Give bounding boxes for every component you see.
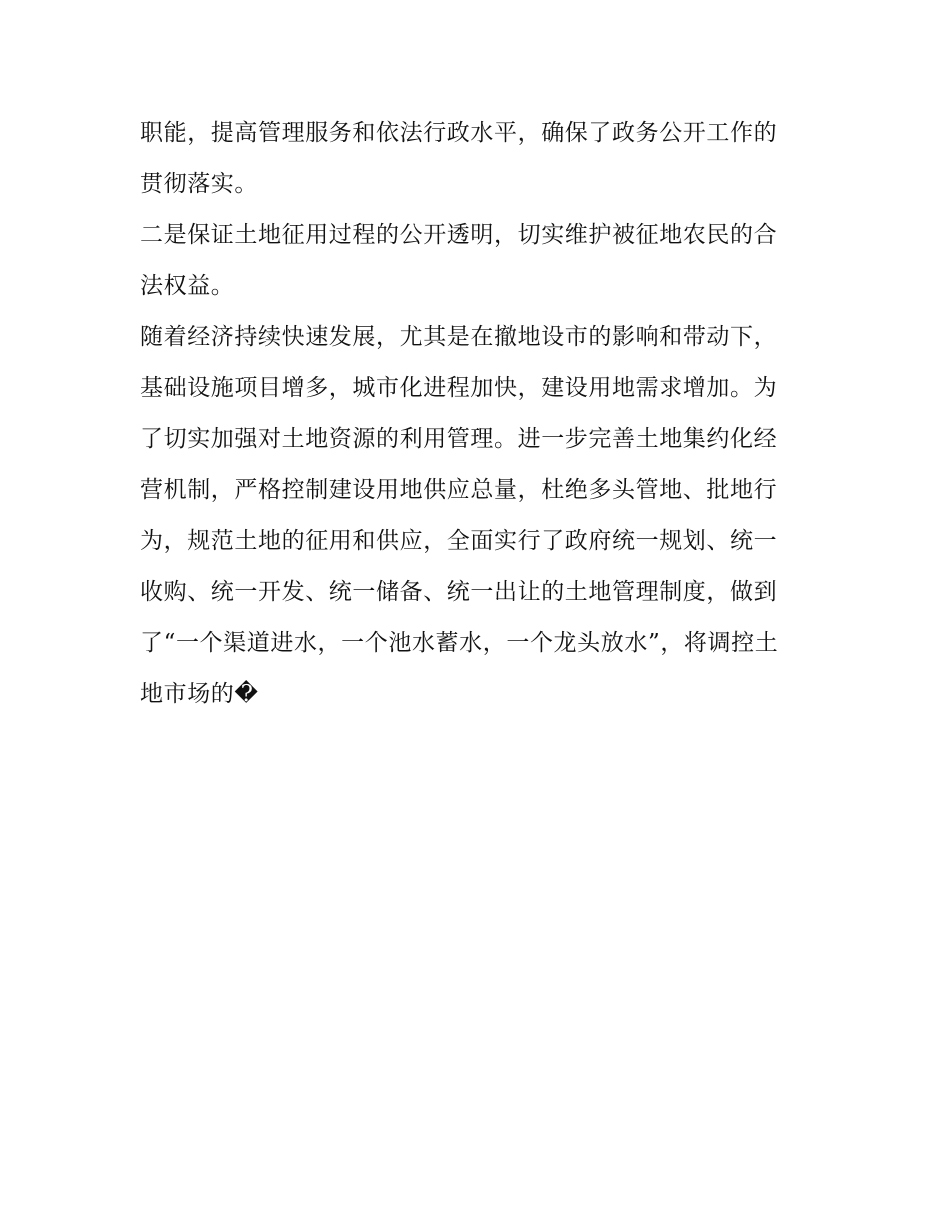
text-line: 随着经济持续快速发展，尤其是在撤地设市的影响和带动下， xyxy=(140,324,778,350)
text-line: 法权益。 xyxy=(140,273,235,299)
text-line: 了切实加强对土地资源的利用管理。进一步完善土地集约化经 xyxy=(140,426,778,452)
text-line: 了“一个渠道进水，一个池水蓄水，一个龙头放水”，将调控土 xyxy=(140,630,779,656)
text-line: 贯彻落实。 xyxy=(140,171,258,197)
text-line: 收购、统一开发、统一储备、统一出让的土地管理制度，做到 xyxy=(140,579,778,605)
body-text xyxy=(140,108,820,720)
text-line: 二是保证土地征用过程的公开透明，切实维护被征地农民的合 xyxy=(140,222,778,248)
text-line: 职能，提高管理服务和依法行政水平，确保了政务公开工作的 xyxy=(140,120,778,146)
text-line: 基础设施项目增多，城市化进程加快，建设用地需求增加。为 xyxy=(140,375,778,401)
text-line: 为，规范土地的征用和供应，全面实行了政府统一规划、统一 xyxy=(140,528,778,554)
text-line: 地市场的� xyxy=(140,681,259,707)
text-line: 营机制，严格控制建设用地供应总量，杜绝多头管地、批地行 xyxy=(140,477,778,503)
